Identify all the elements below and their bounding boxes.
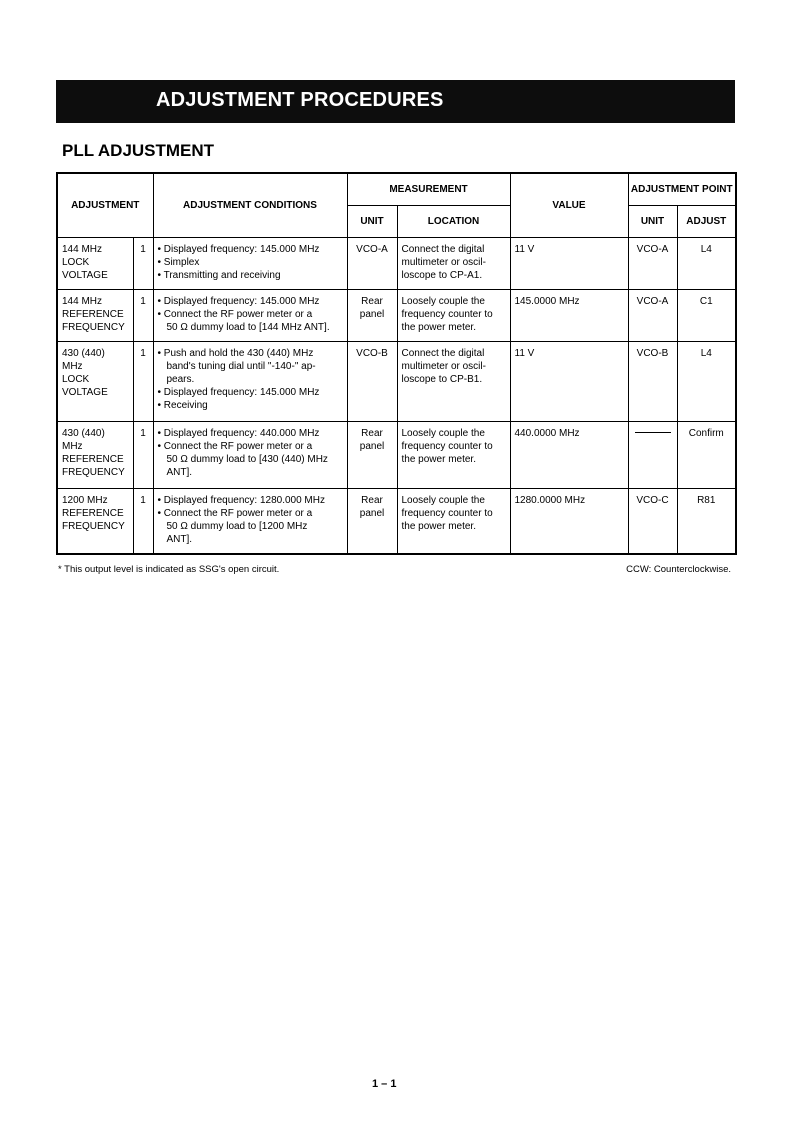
measurement-unit: Rear panel [347,289,397,341]
value: 440.0000 MHz [510,421,628,488]
header-measurement-location: LOCATION [397,205,510,237]
header-value: VALUE [510,173,628,237]
measurement-location: Loosely couple the frequency counter to the power meter. [397,289,510,341]
adjustment-conditions: • Push and hold the 430 (440) MHz band's tuning dial until "-140-" ap- pears. • Displayed frequency: 145.000 MHz • Receiving [153,341,347,421]
adjustment-conditions: • Displayed frequency: 145.000 MHz • Simplex • Transmitting and receiving [153,237,347,289]
adjustment-name: 430 (440) MHz REFERENCE FREQUENCY [57,421,133,488]
value: 145.0000 MHz [510,289,628,341]
header-adjustment: ADJUSTMENT [57,173,153,237]
value: 11 V [510,237,628,289]
page-number: 1 – 1 [372,1078,397,1090]
measurement-unit: Rear panel [347,421,397,488]
measurement-location: Loosely couple the frequency counter to the power meter. [397,488,510,554]
measurement-unit: VCO-B [347,341,397,421]
measurement-unit: VCO-A [347,237,397,289]
adjust-point-adjust: C1 [677,289,736,341]
footnote-ssg: * This output level is indicated as SSG's open circuit. [58,564,280,575]
header-conditions: ADJUSTMENT CONDITIONS [153,173,347,237]
value: 1280.0000 MHz [510,488,628,554]
step-number: 1 [133,341,153,421]
step-number: 1 [133,421,153,488]
table-row [57,421,736,488]
header-adjust-unit: UNIT [628,205,677,237]
footnote-ccw: CCW: Counterclockwise. [626,564,731,575]
adjust-point-adjust: L4 [677,237,736,289]
adjust-point-unit: VCO-A [628,237,677,289]
dash-mark [635,432,671,433]
adjustment-name: 430 (440) MHz LOCK VOLTAGE [57,341,133,421]
adjust-point-unit: VCO-C [628,488,677,554]
adjustment-conditions: • Displayed frequency: 1280.000 MHz • Connect the RF power meter or a 50 Ω dummy load to [1200 MHz ANT]. [153,488,347,554]
measurement-location: Connect the digital multimeter or oscil- loscope to CP-B1. [397,341,510,421]
step-number: 1 [133,488,153,554]
measurement-location: Connect the digital multimeter or oscil- loscope to CP-A1. [397,237,510,289]
header-measurement: MEASUREMENT [347,173,510,205]
adjust-point-adjust: R81 [677,488,736,554]
adjust-point-unit: VCO-A [628,289,677,341]
adjustment-name: 144 MHz REFERENCE FREQUENCY [57,289,133,341]
step-number: 1 [133,289,153,341]
adjust-point-adjust: L4 [677,341,736,421]
step-number: 1 [133,237,153,289]
adjustment-conditions: • Displayed frequency: 145.000 MHz • Connect the RF power meter or a 50 Ω dummy load to [144 MHz ANT]. [153,289,347,341]
adjustment-conditions: • Displayed frequency: 440.000 MHz • Connect the RF power meter or a 50 Ω dummy load to [430 (440) MHz ANT]. [153,421,347,488]
table-row [57,488,736,554]
header-adjustment-point: ADJUSTMENT POINT [628,173,736,205]
adjustment-name: 1200 MHz REFERENCE FREQUENCY [57,488,133,554]
table-row [57,289,736,341]
adjust-point-unit [628,421,677,488]
banner-title: ADJUSTMENT PROCEDURES [156,89,444,111]
header-measurement-unit: UNIT [347,205,397,237]
table-row [57,341,736,421]
adjust-point-adjust: Confirm [677,421,736,488]
value: 11 V [510,341,628,421]
pll-adjustment-table [56,172,737,555]
table-row [57,237,736,289]
measurement-unit: Rear panel [347,488,397,554]
header-adjust-adjust: ADJUST [677,205,736,237]
adjust-point-unit: VCO-B [628,341,677,421]
adjustment-name: 144 MHz LOCK VOLTAGE [57,237,133,289]
page-banner [56,80,735,123]
measurement-location: Loosely couple the frequency counter to the power meter. [397,421,510,488]
section-title: PLL ADJUSTMENT [62,141,215,160]
